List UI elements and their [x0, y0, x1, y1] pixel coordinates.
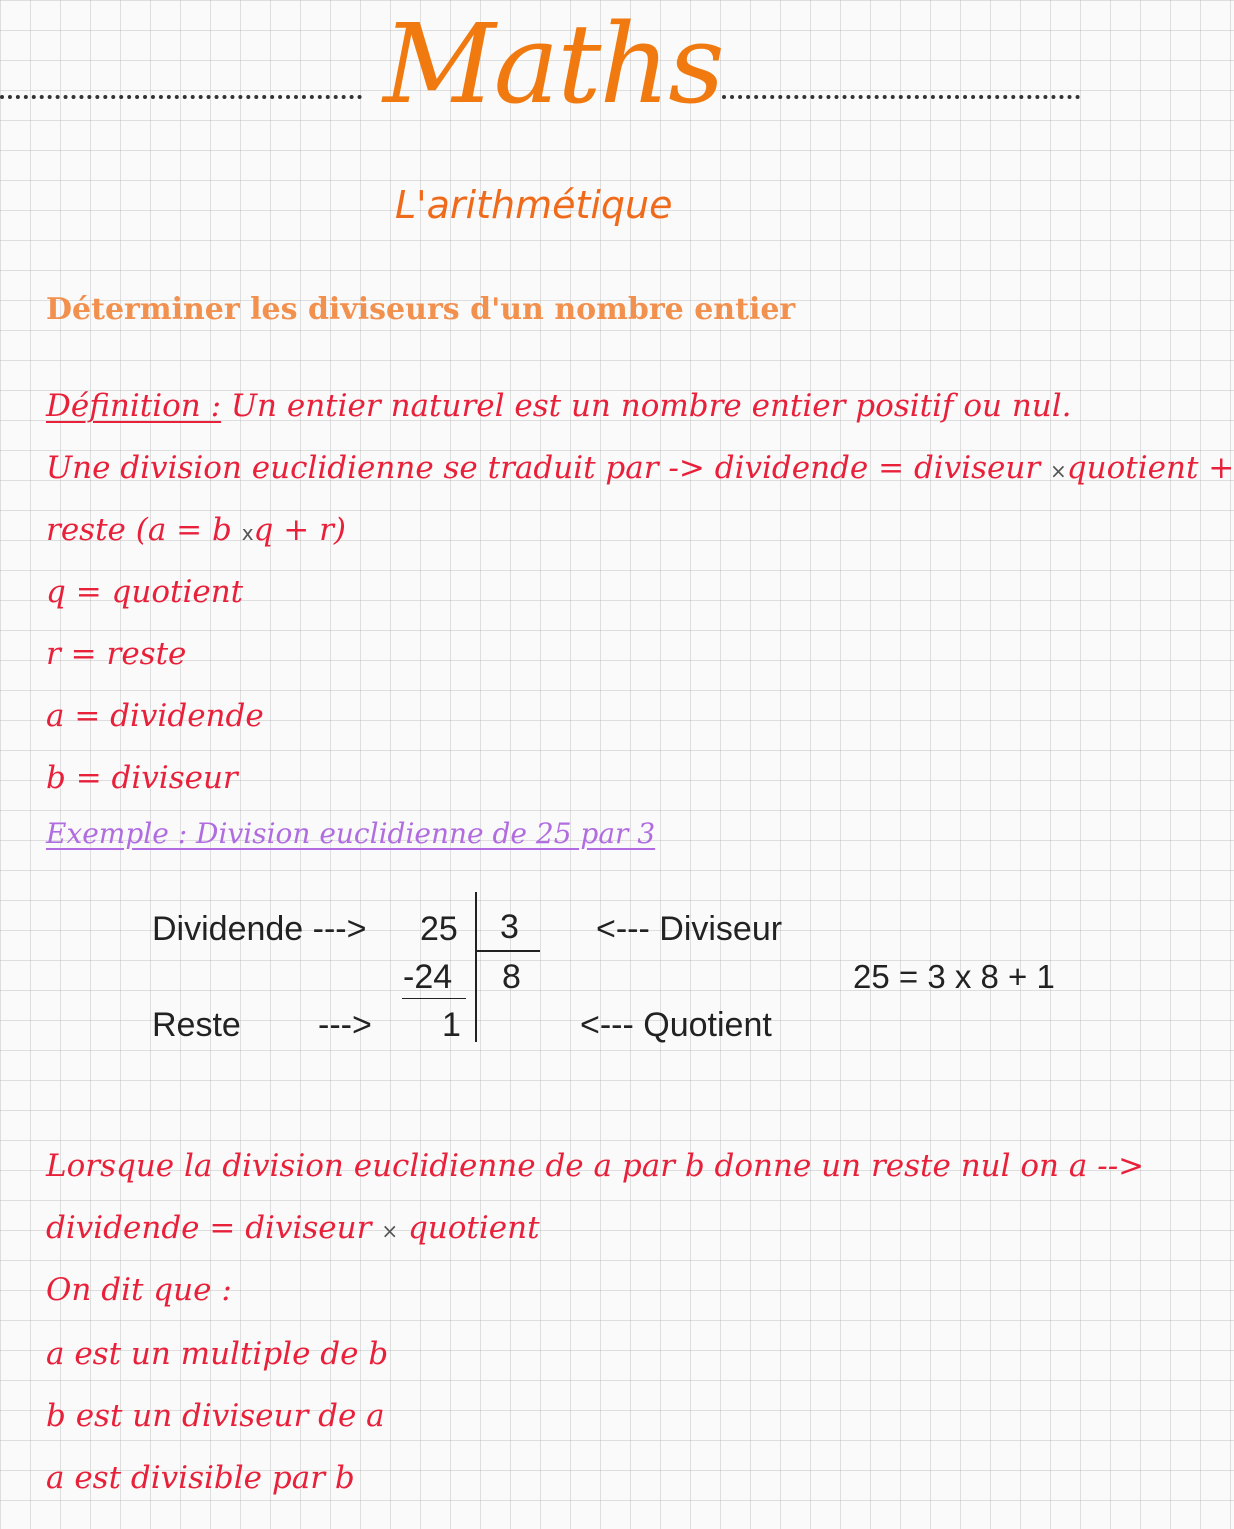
- definition-text: Un entier naturel est un nombre entier positif ou nul.: [230, 388, 1072, 424]
- remainder-label: Reste: [152, 1006, 241, 1044]
- remainder-arrow: --->: [318, 1006, 372, 1044]
- definition-line-3-start: reste (a = b: [46, 512, 232, 548]
- conclusion-intro: On dit que :: [46, 1272, 232, 1308]
- quotient-value: 8: [502, 958, 521, 996]
- title-divider-left: [0, 95, 362, 99]
- definition-line-3: [46, 512, 346, 548]
- title-divider-right: [722, 95, 1080, 99]
- conclusion-line-1: Lorsque la division euclidienne de a par b donne un reste nul on a -->: [46, 1148, 1145, 1184]
- times-symbol: x: [241, 521, 254, 545]
- conclusion-line-2: [46, 1210, 540, 1246]
- definition-line-2: [46, 450, 1234, 486]
- def-reste: r = reste: [46, 636, 187, 672]
- times-symbol: ×: [381, 1219, 399, 1243]
- subtraction-bar: [402, 998, 466, 999]
- conclusion-line-2-end: quotient: [407, 1210, 540, 1246]
- product-value: -24: [403, 958, 453, 996]
- def-quotient: q = quotient: [46, 574, 244, 610]
- definition-line-3-end: q + r): [253, 512, 346, 548]
- dividend-label: Dividende --->: [152, 910, 367, 948]
- divisor-label: <--- Diviseur: [596, 910, 783, 948]
- example-heading: Exemple : Division euclidienne de 25 par 3: [46, 817, 656, 850]
- division-vertical-bar: [475, 892, 477, 1042]
- division-horizontal-bar: [476, 950, 540, 952]
- dividend-value: 25: [420, 910, 458, 948]
- page-subtitle: L'arithmétique: [395, 183, 673, 227]
- conclusion-item-diviseur: b est un diviseur de a: [46, 1398, 385, 1434]
- definition-line-1: [46, 388, 1072, 424]
- def-dividende: a = dividende: [46, 698, 264, 734]
- conclusion-item-divisible: a est divisible par b: [46, 1460, 355, 1496]
- conclusion-item-multiple: a est un multiple de b: [46, 1336, 389, 1372]
- quotient-label: <--- Quotient: [580, 1006, 772, 1044]
- section-heading: Déterminer les diviseurs d'un nombre entier: [46, 292, 796, 327]
- division-equation: 25 = 3 x 8 + 1: [853, 958, 1055, 995]
- definition-line-2-start: Une division euclidienne se traduit par -> dividende = diviseur: [46, 450, 1041, 486]
- page-title: Maths: [383, 0, 723, 128]
- def-diviseur: b = diviseur: [46, 760, 238, 796]
- conclusion-line-2-start: dividende = diviseur: [46, 1210, 372, 1246]
- remainder-value: 1: [442, 1006, 461, 1044]
- definition-line-2-end: quotient +: [1066, 450, 1234, 486]
- times-symbol: ×: [1050, 459, 1067, 483]
- divisor-value: 3: [500, 908, 519, 946]
- definition-label: Définition :: [46, 388, 222, 424]
